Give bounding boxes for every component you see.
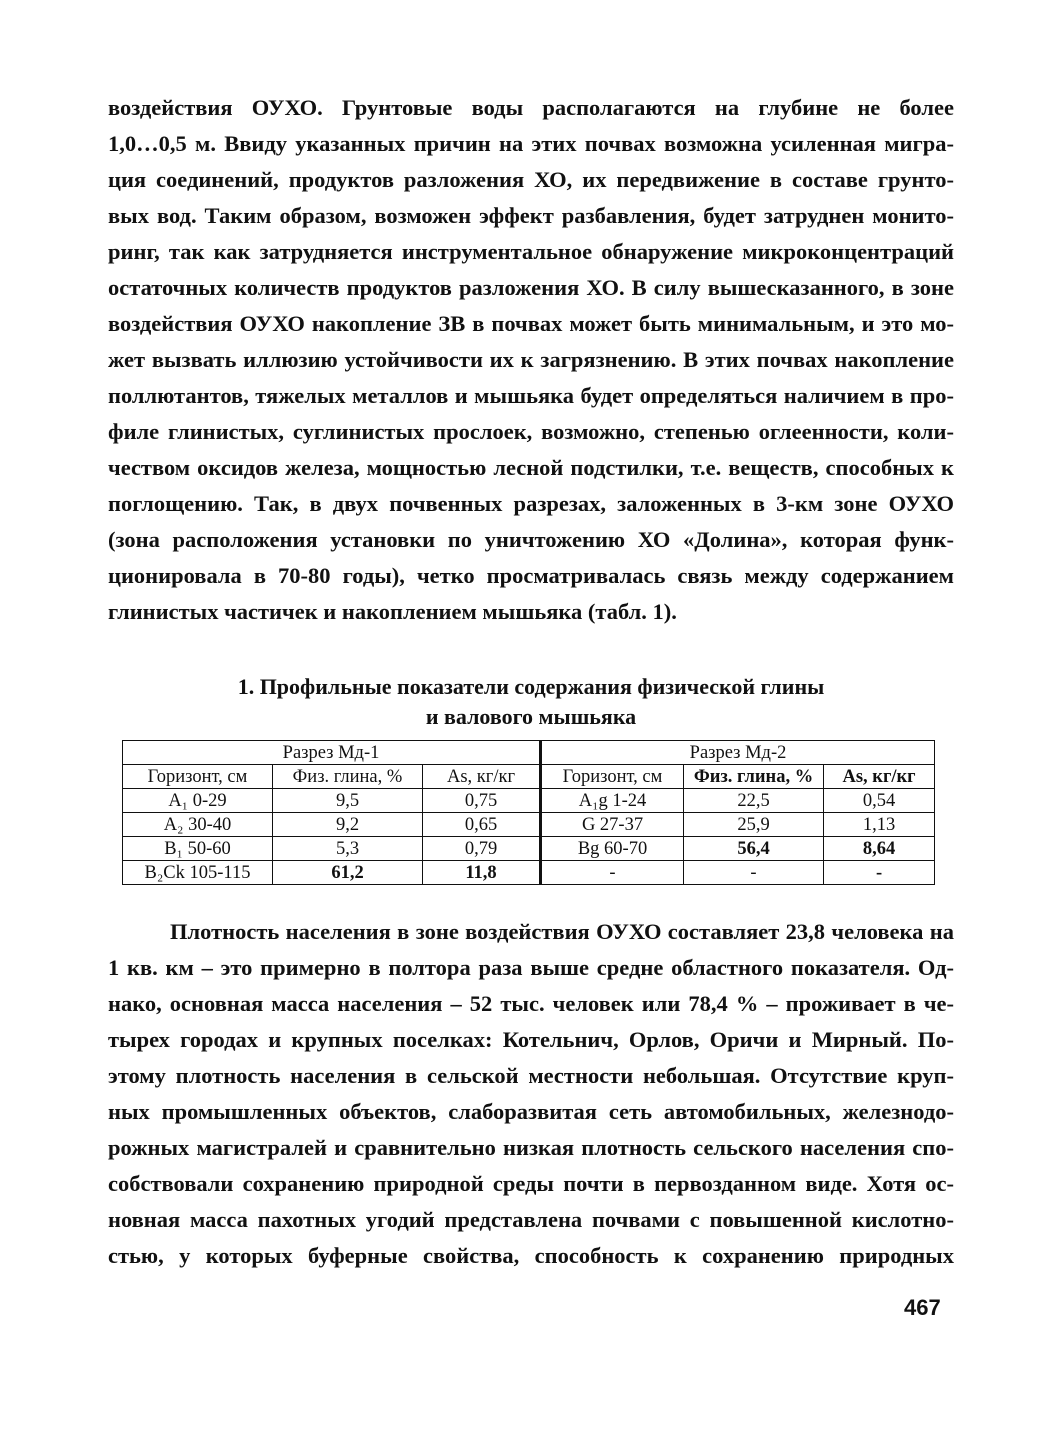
cell-as-md2: - (824, 861, 935, 885)
cell-horizon-md2: A₁g 1-24 (541, 789, 684, 813)
column-header-as-md2: As, кг/кг (824, 765, 935, 789)
cell-horizon-md1: B₁ 50-60 (123, 837, 273, 861)
column-header-horizon-md2: Горизонт, см (541, 765, 684, 789)
column-header-horizon-md1: Горизонт, см (123, 765, 273, 789)
text-line: ринг, так как затрудняется инструментальное обнаружение микроконцентраций (108, 239, 954, 264)
text-line: ных промышленных объектов, слаборазвитая сеть автомобильных, железнодо- (108, 1099, 954, 1124)
cell-horizon-md2: G 27-37 (541, 813, 684, 837)
table-row (123, 789, 935, 813)
text-line: 1 кв. км – это примерно в полтора раза выше средне областного показателя. Од- (108, 955, 954, 980)
cell-clay-md2: 22,5 (684, 789, 824, 813)
cell-clay-md2: 25,9 (684, 813, 824, 837)
cell-horizon-md1: A₁ 0-29 (123, 789, 273, 813)
text-line: 1,0…0,5 м. Ввиду указанных причин на этих почвах возможна усиленная мигра- (108, 131, 954, 156)
cell-clay-md2: 56,4 (684, 837, 824, 861)
table-column-header-row (123, 765, 935, 789)
text-line: этому плотность населения в сельской местности небольшая. Отсутствие круп- (108, 1063, 954, 1088)
page-number: 467 (904, 1295, 941, 1320)
cell-horizon-md1: A₂ 30-40 (123, 813, 273, 837)
text-line: Плотность населения в зоне воздействия ОУХО составляет 23,8 человека на (170, 919, 954, 944)
column-header-as-md1: As, кг/кг (423, 765, 541, 789)
section-md1-header: Разрез Мд-1 (123, 741, 541, 765)
text-line: тырех городах и крупных поселках: Котельнич, Орлов, Оричи и Мирный. По- (108, 1027, 954, 1052)
text-line: жет вызвать иллюзию устойчивости их к загрязнению. В этих почвах накопление (108, 347, 954, 372)
text-line: воздействия ОУХО накопление ЗВ в почвах может быть минимальным, и это мо- (108, 311, 954, 336)
text-line: ция соединений, продуктов разложения ХО, их передвижение в составе грунто- (108, 167, 954, 192)
text-line: поллютантов, тяжелых металлов и мышьяка будет определяться наличием в про- (108, 383, 954, 408)
cell-clay-md1: 9,5 (273, 789, 423, 813)
cell-as-md1: 0,65 (423, 813, 541, 837)
table-row (123, 837, 935, 861)
cell-as-md1: 0,75 (423, 789, 541, 813)
text-line: поглощению. Так, в двух почвенных разрезах, заложенных в 3-км зоне ОУХО (108, 491, 954, 516)
text-line: вых вод. Таким образом, возможен эффект разбавления, будет затруднен монито- (108, 203, 954, 228)
text-line: новная масса пахотных угодий представлена почвами с повышенной кислотно- (108, 1207, 954, 1232)
text-line: воздействия ОУХО. Грунтовые воды располагаются на глубине не более (108, 95, 954, 120)
table-caption-line-2: и валового мышьяка (425, 704, 637, 729)
text-line: глинистых частичек и накоплением мышьяка (табл. 1). (108, 599, 677, 624)
text-line: остаточных количеств продуктов разложения ХО. В силу вышесказанного, в зоне (108, 275, 954, 300)
cell-as-md2: 1,13 (824, 813, 935, 837)
text-line: чеством оксидов железа, мощностью лесной подстилки, т.е. веществ, способных к (108, 455, 954, 480)
section-md2-header: Разрез Мд-2 (541, 741, 935, 765)
text-line: филе глинистых, суглинистых прослоек, возможно, степенью оглеенности, коли- (108, 419, 954, 444)
cell-clay-md1: 9,2 (273, 813, 423, 837)
cell-as-md2: 8,64 (824, 837, 935, 861)
table-caption (108, 672, 954, 732)
paragraph-2 (108, 914, 954, 1274)
table-caption-line-1: 1. Профильные показатели содержания физической глины (237, 674, 825, 699)
text-line: рожных магистралей и сравнительно низкая плотность сельского населения спо- (108, 1135, 954, 1160)
text-line: стью, у которых буферные свойства, способность к сохранению природных (108, 1243, 954, 1268)
cell-horizon-md2: Bg 60-70 (541, 837, 684, 861)
cell-as-md2: 0,54 (824, 789, 935, 813)
text-line: собствовали сохранению природной среды почти в первозданном виде. Хотя ос- (108, 1171, 954, 1196)
table-group-header-row (123, 741, 935, 765)
text-line: (зона расположения установки по уничтожению ХО «Долина», которая функ- (108, 527, 954, 552)
cell-clay-md2: - (684, 861, 824, 885)
text-line: ционировала в 70-80 годы), четко просматривалась связь между содержанием (108, 563, 954, 588)
cell-as-md1: 11,8 (423, 861, 541, 885)
cell-clay-md1: 61,2 (273, 861, 423, 885)
column-header-clay-md2: Физ. глина, % (684, 765, 824, 789)
cell-clay-md1: 5,3 (273, 837, 423, 861)
cell-horizon-md2: - (541, 861, 684, 885)
table-row (123, 813, 935, 837)
soil-profile-table (122, 740, 935, 885)
cell-as-md1: 0,79 (423, 837, 541, 861)
paragraph-1 (108, 90, 954, 630)
cell-horizon-md1: B₂Ck 105-115 (123, 861, 273, 885)
table-row (123, 861, 935, 885)
column-header-clay-md1: Физ. глина, % (273, 765, 423, 789)
text-line: нако, основная масса населения – 52 тыс. человек или 78,4 % – проживает в че- (108, 991, 954, 1016)
